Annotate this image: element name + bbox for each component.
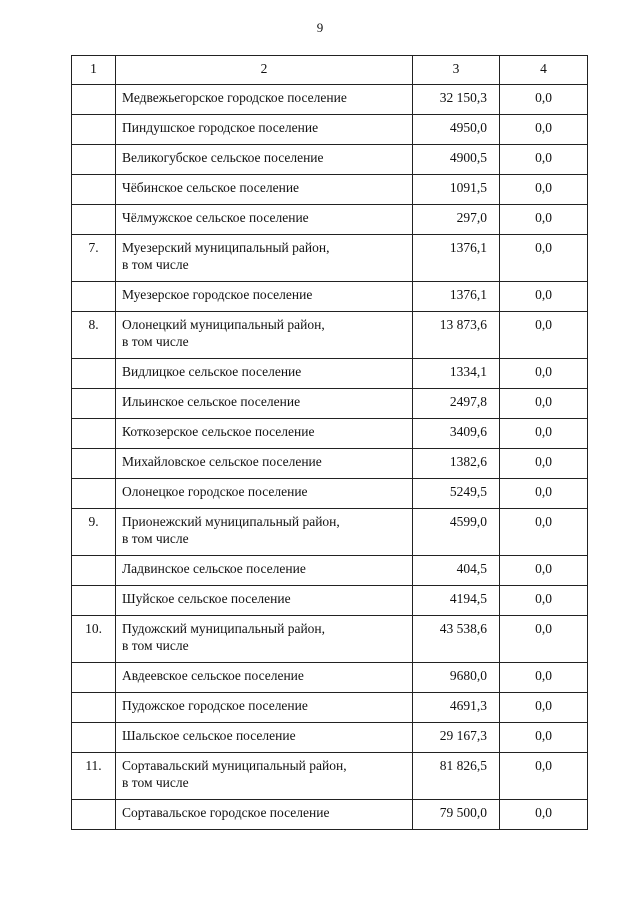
row-name-cell [116, 479, 413, 509]
table-body [72, 56, 588, 830]
row-name-cell [116, 800, 413, 830]
row-value-col4: 0,0 [500, 175, 588, 205]
row-name: Шуйское сельское поселение [122, 591, 291, 606]
table-row [72, 753, 588, 800]
row-name-continuation: в том числе [122, 334, 189, 349]
row-name: Шальское сельское поселение [122, 728, 296, 743]
row-name-cell [116, 282, 413, 312]
row-number-cell [72, 389, 116, 419]
row-number-cell [72, 115, 116, 145]
table-row [72, 115, 588, 145]
row-number-cell: 7. [72, 235, 116, 282]
row-value-col4: 0,0 [500, 693, 588, 723]
row-name-cell [116, 693, 413, 723]
row-number-cell: 8. [72, 312, 116, 359]
row-value-col3: 81 826,5 [413, 753, 500, 800]
table-row [72, 145, 588, 175]
table-row [72, 419, 588, 449]
row-name-cell [116, 723, 413, 753]
table-row [72, 389, 588, 419]
row-number-cell [72, 479, 116, 509]
row-value-col3: 4900,5 [413, 145, 500, 175]
row-value-col3: 3409,6 [413, 419, 500, 449]
row-value-col3: 32 150,3 [413, 85, 500, 115]
row-name-continuation: в том числе [122, 531, 189, 546]
row-name-cell [116, 586, 413, 616]
row-value-col3: 29 167,3 [413, 723, 500, 753]
row-value-col4: 0,0 [500, 359, 588, 389]
row-name: Чёбинское сельское поселение [122, 180, 300, 195]
row-value-col4: 0,0 [500, 753, 588, 800]
row-name-cell [116, 663, 413, 693]
row-number-cell: 9. [72, 509, 116, 556]
column-header-2: 2 [116, 56, 413, 85]
row-name: Медвежьегорское городское поселение [122, 90, 347, 105]
row-name-cell [116, 753, 413, 800]
row-number-cell [72, 800, 116, 830]
table-row [72, 663, 588, 693]
table-row [72, 556, 588, 586]
row-number-cell [72, 145, 116, 175]
row-value-col4: 0,0 [500, 85, 588, 115]
row-name: Сортавальский муниципальный район, [122, 758, 347, 773]
table-row [72, 586, 588, 616]
row-value-col3: 2497,8 [413, 389, 500, 419]
row-value-col4: 0,0 [500, 282, 588, 312]
table-row [72, 693, 588, 723]
row-name-cell [116, 449, 413, 479]
data-table [71, 55, 588, 830]
row-name: Коткозерское сельское поселение [122, 424, 315, 439]
row-name-cell [116, 509, 413, 556]
row-value-col3: 5249,5 [413, 479, 500, 509]
row-number-cell [72, 419, 116, 449]
row-number-cell [72, 175, 116, 205]
row-name: Ладвинское сельское поселение [122, 561, 306, 576]
row-value-col4: 0,0 [500, 115, 588, 145]
row-name-cell [116, 145, 413, 175]
row-name: Михайловское сельское поселение [122, 454, 322, 469]
row-name: Прионежский муниципальный район, [122, 514, 340, 529]
table-row [72, 800, 588, 830]
row-value-col3: 4194,5 [413, 586, 500, 616]
table-row [72, 205, 588, 235]
row-name: Пудожский муниципальный район, [122, 621, 326, 636]
row-value-col4: 0,0 [500, 586, 588, 616]
row-value-col3: 1334,1 [413, 359, 500, 389]
row-name: Олонецкое городское поселение [122, 484, 308, 499]
row-value-col3: 4599,0 [413, 509, 500, 556]
row-value-col4: 0,0 [500, 205, 588, 235]
row-name: Пудожское городское поселение [122, 698, 308, 713]
row-value-col4: 0,0 [500, 479, 588, 509]
table-row [72, 479, 588, 509]
row-name-cell [116, 85, 413, 115]
row-number-cell: 10. [72, 616, 116, 663]
row-value-col4: 0,0 [500, 663, 588, 693]
table-header-row [72, 56, 588, 85]
row-value-col3: 404,5 [413, 556, 500, 586]
row-name: Чёлмужское сельское поселение [122, 210, 309, 225]
row-name: Сортавальское городское поселение [122, 805, 330, 820]
row-value-col4: 0,0 [500, 419, 588, 449]
row-value-col3: 79 500,0 [413, 800, 500, 830]
row-number-cell [72, 449, 116, 479]
row-number-cell [72, 693, 116, 723]
row-value-col3: 1376,1 [413, 282, 500, 312]
row-name: Пиндушское городское поселение [122, 120, 319, 135]
row-value-col4: 0,0 [500, 800, 588, 830]
row-value-col3: 1091,5 [413, 175, 500, 205]
row-name-continuation: в том числе [122, 638, 189, 653]
row-value-col3: 1376,1 [413, 235, 500, 282]
row-name: Ильинское сельское поселение [122, 394, 301, 409]
row-name-continuation: в том числе [122, 775, 189, 790]
row-number-cell [72, 586, 116, 616]
row-name: Олонецкий муниципальный район, [122, 317, 325, 332]
column-header-3: 3 [413, 56, 500, 85]
row-name-cell [116, 115, 413, 145]
column-header-4: 4 [500, 56, 588, 85]
row-name-cell [116, 359, 413, 389]
row-number-cell [72, 85, 116, 115]
table-row [72, 175, 588, 205]
row-name-cell [116, 312, 413, 359]
row-number-cell [72, 282, 116, 312]
page-number: 9 [316, 20, 324, 35]
row-value-col3: 297,0 [413, 205, 500, 235]
row-number-cell [72, 723, 116, 753]
row-name-cell [116, 419, 413, 449]
row-name: Муезерский муниципальный район, [122, 240, 330, 255]
table-row [72, 282, 588, 312]
row-value-col4: 0,0 [500, 556, 588, 586]
table-row [72, 235, 588, 282]
row-name-cell [116, 616, 413, 663]
row-value-col4: 0,0 [500, 509, 588, 556]
row-name: Муезерское городское поселение [122, 287, 313, 302]
row-number-cell: 11. [72, 753, 116, 800]
row-value-col4: 0,0 [500, 449, 588, 479]
row-value-col4: 0,0 [500, 389, 588, 419]
row-value-col3: 1382,6 [413, 449, 500, 479]
table-row [72, 449, 588, 479]
row-value-col4: 0,0 [500, 235, 588, 282]
table-row [72, 723, 588, 753]
row-value-col4: 0,0 [500, 312, 588, 359]
table-row [72, 85, 588, 115]
row-value-col3: 4691,3 [413, 693, 500, 723]
row-value-col3: 9680,0 [413, 663, 500, 693]
table-row [72, 616, 588, 663]
row-name-continuation: в том числе [122, 257, 189, 272]
row-value-col4: 0,0 [500, 616, 588, 663]
row-name-cell [116, 205, 413, 235]
row-value-col3: 4950,0 [413, 115, 500, 145]
row-value-col4: 0,0 [500, 723, 588, 753]
row-number-cell [72, 663, 116, 693]
row-name: Видлицкое сельское поселение [122, 364, 302, 379]
row-number-cell [72, 556, 116, 586]
row-name-cell [116, 556, 413, 586]
row-name-cell [116, 389, 413, 419]
row-name-cell [116, 175, 413, 205]
row-number-cell [72, 359, 116, 389]
table-row [72, 509, 588, 556]
row-number-cell [72, 205, 116, 235]
row-value-col3: 43 538,6 [413, 616, 500, 663]
table-row [72, 312, 588, 359]
table-row [72, 359, 588, 389]
row-value-col4: 0,0 [500, 145, 588, 175]
row-name: Авдеевское сельское поселение [122, 668, 304, 683]
row-value-col3: 13 873,6 [413, 312, 500, 359]
row-name: Великогубское сельское поселение [122, 150, 324, 165]
column-header-1: 1 [72, 56, 116, 85]
row-name-cell [116, 235, 413, 282]
